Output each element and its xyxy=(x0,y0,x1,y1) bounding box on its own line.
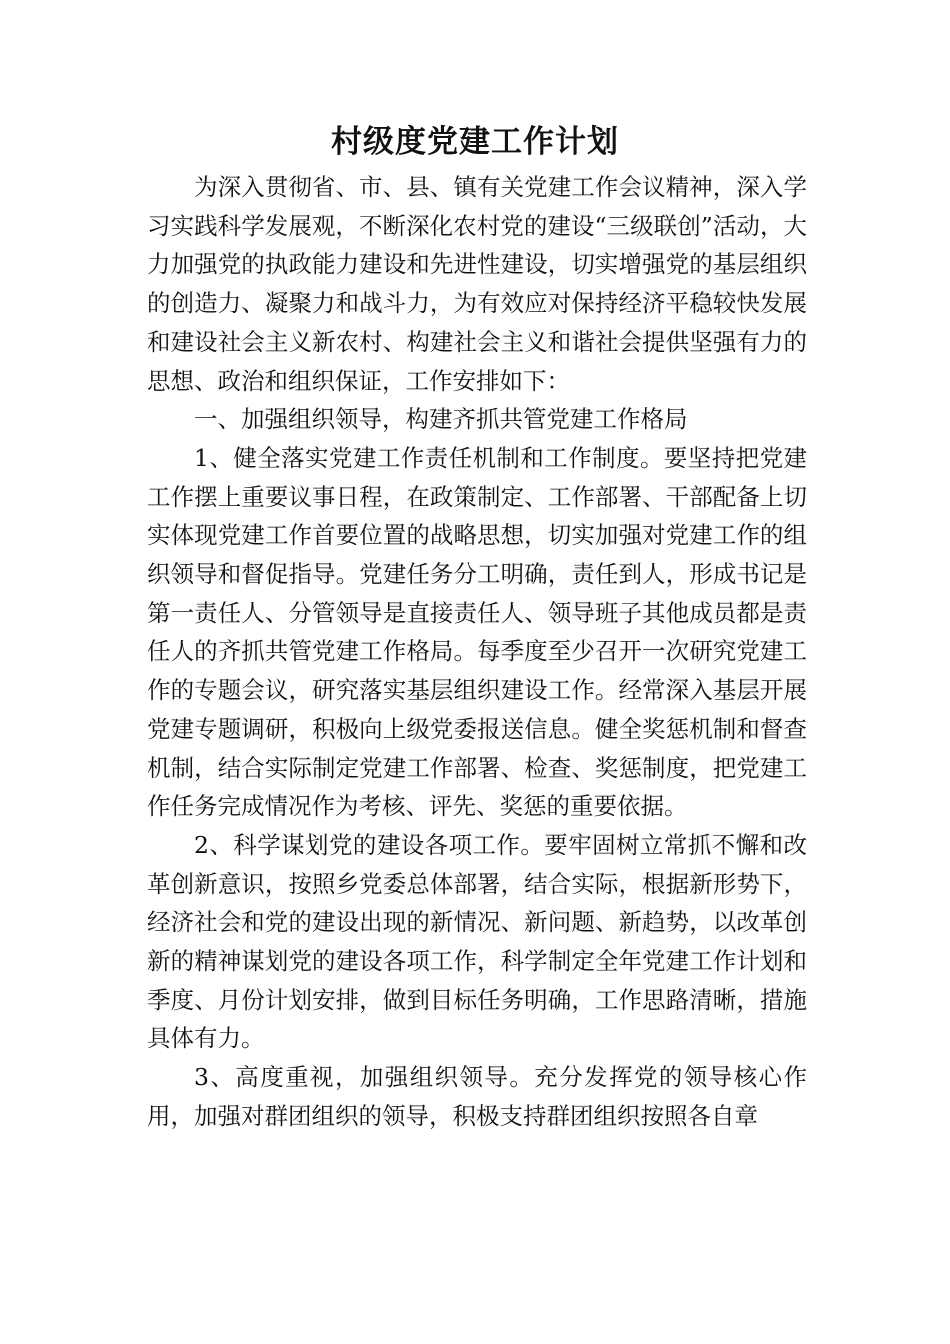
paragraph-item-1: 1、健全落实党建工作责任机制和工作制度。要坚持把党建工作摆上重要议事日程，在政策制定、工作部署、干部配备上切实体现党建工作首要位置的战略思想，切实加强对党建工作的组织领导和督促指导。党建任务分工明确，责任到人，形成书记是第一责任人、分管领导是直接责任人、领导班子其他成员都是责任人的齐抓共管党建工作格局。每季度至少召开一次研究党建工作的专题会议，研究落实基层组织建设工作。经常深入基层开展党建专题调研，积极向上级党委报送信息。健全奖惩机制和督查机制，结合实际制定党建工作部署、检查、奖惩制度，把党建工作任务完成情况作为考核、评先、奖惩的重要依据。 xyxy=(147,443,807,821)
paragraph-item-3: 3、高度重视，加强组织领导。充分发挥党的领导核心作用，加强对群团组织的领导，积极支持群团组织按照各自章 xyxy=(147,1063,807,1130)
section-heading-1: 一、加强组织领导，构建齐抓共管党建工作格局 xyxy=(194,405,688,434)
document-body xyxy=(147,168,807,1136)
paragraph-intro: 为深入贯彻省、市、县、镇有关党建工作会议精神，深入学习实践科学发展观，不断深化农村党的建设“三级联创”活动，大力加强党的执政能力建设和先进性建设，切实增强党的基层组织的创造力、凝聚力和战斗力，为有效应对保持经济平稳较快发展和建设社会主义新农村、构建社会主义和谐社会提供坚强有力的思想、政治和组织保证，工作安排如下： xyxy=(147,173,807,395)
paragraph-item-2: 2、科学谋划党的建设各项工作。要牢固树立常抓不懈和改革创新意识，按照乡党委总体部署，结合实际，根据新形势下，经济社会和党的建设出现的新情况、新问题、新趋势，以改革创新的精神谋划党的建设各项工作，科学制定全年党建工作计划和季度、月份计划安排，做到目标任务明确，工作思路清晰，措施具体有力。 xyxy=(147,830,807,1053)
document-title: 村级度党建工作计划 xyxy=(331,124,619,160)
